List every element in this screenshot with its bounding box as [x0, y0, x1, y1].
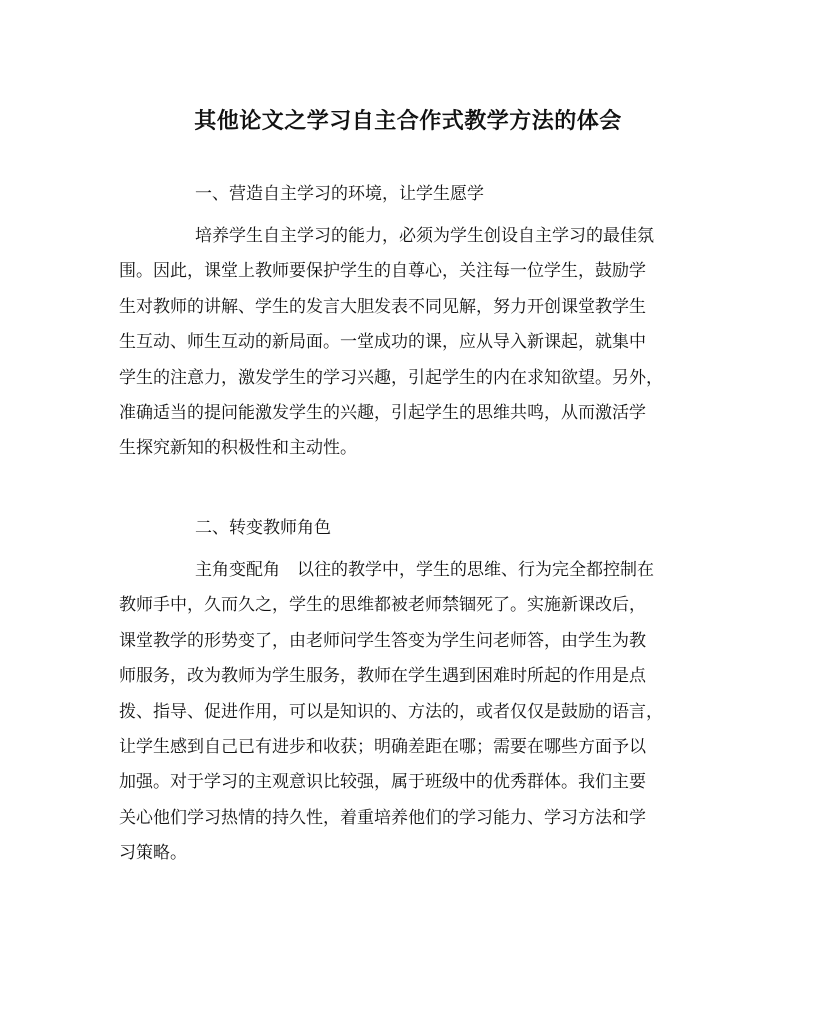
paragraph-line: 生对教师的讲解、学生的发言大胆发表不同见解，努力开创课堂教学生: [119, 296, 646, 317]
paragraph-line: 围。因此，课堂上教师要保护学生的自尊心，关注每一位学生，鼓励学: [119, 261, 646, 282]
paragraph-line: 拨、指导、促进作用，可以是知识的、方法的，或者仅仅是鼓励的语言，: [119, 701, 663, 722]
paragraph-line: 生探究新知的积极性和主动性。: [119, 438, 357, 459]
paragraph-line: 习策略。: [119, 843, 187, 864]
section-heading-1: 一、营造自主学习的环境，让学生愿学: [195, 184, 484, 204]
paragraph-line: 让学生感到自己已有进步和收获；明确差距在哪；需要在哪些方面予以: [119, 736, 646, 757]
paragraph-line: 生互动、师生互动的新局面。一堂成功的课，应从导入新课起，就集中: [119, 332, 646, 353]
section-2-paragraph: [119, 553, 699, 872]
paragraph-line: 加强。对于学习的主观意识比较强，属于班级中的优秀群体。我们主要: [119, 772, 646, 793]
paragraph-line: 准确适当的提问能激发学生的兴趣，引起学生的思维共鸣，从而激活学: [119, 402, 646, 423]
paragraph-line: 培养学生自主学习的能力，必须为学生创设自主学习的最佳氛: [195, 226, 654, 246]
paragraph-line: 主角变配角 以往的教学中，学生的思维、行为完全都控制在: [195, 560, 654, 580]
paragraph-line: 关心他们学习热情的持久性，着重培养他们的学习能力、学习方法和学: [119, 807, 646, 828]
section-heading-2: 二、转变教师角色: [195, 518, 331, 538]
document-title: 其他论文之学习自主合作式教学方法的体会: [194, 108, 622, 134]
paragraph-line: 教师手中，久而久之，学生的思维都被老师禁锢死了。实施新课改后，: [119, 595, 646, 616]
section-1-paragraph: [119, 219, 699, 467]
paragraph-line: 师服务，改为教师为学生服务，教师在学生遇到困难时所起的作用是点: [119, 666, 646, 687]
paragraph-line: 课堂教学的形势变了，由老师问学生答变为学生问老师答，由学生为教: [119, 630, 646, 651]
paragraph-line: 学生的注意力，激发学生的学习兴趣，引起学生的内在求知欲望。另外，: [119, 367, 663, 388]
